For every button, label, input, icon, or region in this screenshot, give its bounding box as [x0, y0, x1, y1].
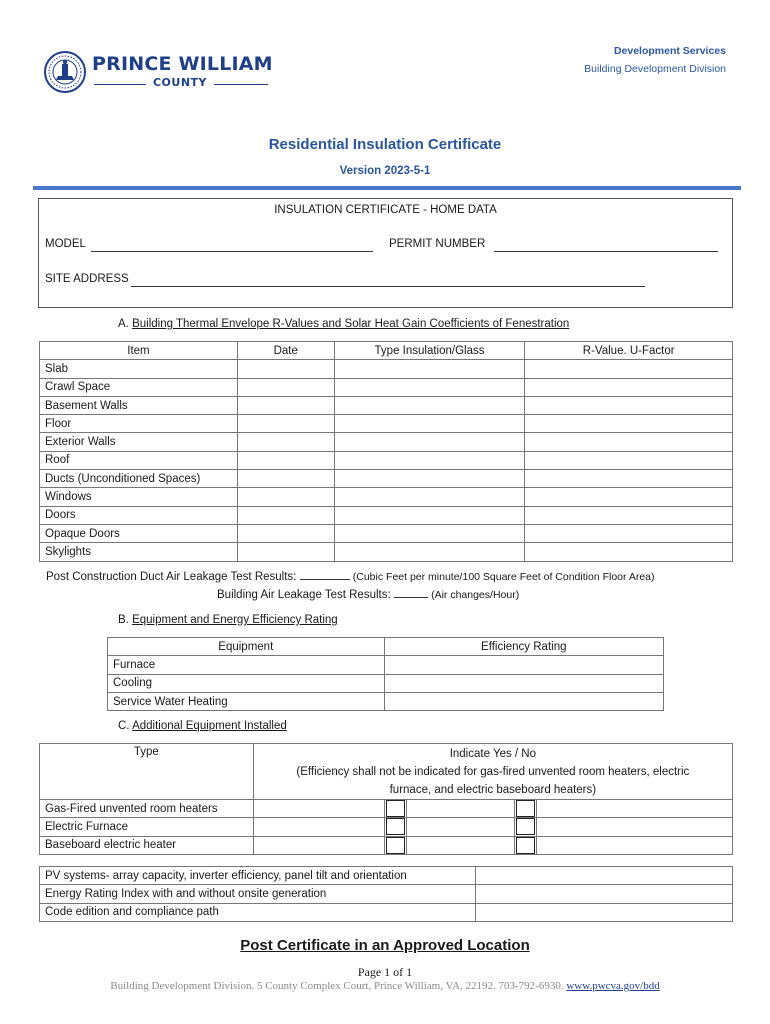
table-row — [40, 451, 733, 469]
date-cell[interactable] — [237, 524, 334, 542]
table-row — [40, 396, 733, 414]
yes-checkbox[interactable] — [386, 800, 405, 817]
spacer-cell — [537, 800, 733, 818]
table-row — [108, 674, 664, 692]
section-b-title — [118, 614, 338, 626]
type-cell[interactable] — [334, 543, 525, 561]
yes-cell — [385, 836, 407, 854]
table-row — [40, 818, 733, 836]
home-data-box — [38, 198, 733, 308]
type-cell[interactable] — [334, 396, 525, 414]
row-label-floor: Floor — [40, 415, 238, 433]
rvalue-cell[interactable] — [525, 415, 733, 433]
table-row — [40, 903, 733, 921]
column-header-type: Type Insulation/Glass — [334, 342, 525, 360]
equipment-efficiency-table — [107, 637, 664, 711]
building-leakage-label: Building Air Leakage Test Results: — [217, 589, 391, 601]
no-cell — [515, 818, 537, 836]
row-label-water-heating: Service Water Heating — [108, 692, 385, 710]
building-leakage-units: (Air changes/Hour) — [431, 589, 520, 601]
row-label-crawl-space: Crawl Space — [40, 378, 238, 396]
table-row — [40, 488, 733, 506]
logo-name: PRINCE WILLIAM — [92, 53, 273, 75]
table-row — [40, 524, 733, 542]
spacer-cell — [537, 836, 733, 854]
yes-checkbox[interactable] — [386, 837, 405, 854]
yes-no-heading: Indicate Yes / No — [449, 748, 536, 760]
footer-address: Building Development Division. 5 County Complex Court, Prince William, VA, 22192. 703-792-6930. — [110, 980, 564, 992]
type-cell[interactable] — [334, 415, 525, 433]
yes-checkbox[interactable] — [386, 818, 405, 835]
row-label-roof: Roof — [40, 451, 238, 469]
pv-systems-table — [39, 866, 733, 922]
spacer-cell — [407, 800, 515, 818]
site-address-field[interactable] — [131, 286, 645, 287]
type-cell[interactable] — [334, 451, 525, 469]
rvalue-cell[interactable] — [525, 378, 733, 396]
row-label-code-edition: Code edition and compliance path — [40, 903, 476, 921]
spacer-cell — [407, 836, 515, 854]
page-number: Page 1 of 1 — [357, 965, 413, 979]
date-cell[interactable] — [237, 360, 334, 378]
row-label-doors: Doors — [40, 506, 238, 524]
type-cell[interactable] — [334, 506, 525, 524]
row-label-cooling: Cooling — [108, 674, 385, 692]
date-cell[interactable] — [237, 415, 334, 433]
table-row — [40, 800, 733, 818]
footer — [0, 980, 770, 992]
date-cell[interactable] — [237, 451, 334, 469]
spacer-cell — [407, 818, 515, 836]
date-cell[interactable] — [237, 378, 334, 396]
date-cell[interactable] — [237, 433, 334, 451]
rvalue-cell[interactable] — [525, 360, 733, 378]
logo-divider-right — [214, 84, 268, 85]
table-row — [40, 470, 733, 488]
row-label-electric-furnace: Electric Furnace — [40, 818, 254, 836]
type-cell[interactable] — [334, 360, 525, 378]
table-row — [40, 506, 733, 524]
yes-cell — [385, 818, 407, 836]
yes-cell — [385, 800, 407, 818]
column-header-equipment: Equipment — [108, 638, 385, 656]
spacer-cell — [253, 800, 385, 818]
table-header-row — [40, 744, 733, 800]
county-seal-icon — [42, 44, 88, 100]
pv-value-cell[interactable] — [475, 885, 732, 903]
duct-leakage-line — [46, 571, 655, 583]
rvalue-cell[interactable] — [525, 433, 733, 451]
date-cell[interactable] — [237, 543, 334, 561]
no-cell — [515, 800, 537, 818]
footer-link[interactable]: www.pwcva.gov/bdd — [566, 980, 660, 992]
rvalue-cell[interactable] — [525, 506, 733, 524]
logo-sub: COUNTY — [152, 76, 208, 89]
type-cell[interactable] — [334, 524, 525, 542]
spacer-cell — [537, 818, 733, 836]
row-label-opaque-doors: Opaque Doors — [40, 524, 238, 542]
row-label-exterior-walls: Exterior Walls — [40, 433, 238, 451]
row-label-skylights: Skylights — [40, 543, 238, 561]
section-c-title — [118, 720, 287, 732]
document-title: Residential Insulation Certificate — [268, 136, 502, 153]
rvalue-cell[interactable] — [525, 488, 733, 506]
row-label-furnace: Furnace — [108, 656, 385, 674]
column-header-efficiency: Efficiency Rating — [384, 638, 663, 656]
row-label-ducts: Ducts (Unconditioned Spaces) — [40, 470, 238, 488]
row-label-pv-systems: PV systems- array capacity, inverter efficiency, panel tilt and orientation — [40, 867, 476, 885]
no-checkbox[interactable] — [516, 800, 535, 817]
rvalue-cell[interactable] — [525, 451, 733, 469]
table-header-row — [108, 638, 664, 656]
section-a-letter: A. — [118, 318, 129, 330]
row-label-gas-heaters: Gas-Fired unvented room heaters — [40, 800, 254, 818]
title-rule — [33, 186, 741, 190]
pv-value-cell[interactable] — [475, 867, 732, 885]
row-label-windows: Windows — [40, 488, 238, 506]
duct-leakage-units: (Cubic Feet per minute/100 Square Feet of Condition Floor Area) — [352, 571, 655, 583]
type-cell[interactable] — [334, 433, 525, 451]
rvalue-cell[interactable] — [525, 396, 733, 414]
row-label-slab: Slab — [40, 360, 238, 378]
post-certificate-title: Post Certificate in an Approved Location — [240, 937, 530, 954]
duct-leakage-field[interactable] — [300, 579, 350, 580]
model-field[interactable] — [91, 251, 373, 252]
table-row — [40, 885, 733, 903]
yes-no-note-2: furnace, and electric baseboard heaters) — [389, 784, 597, 796]
table-row — [40, 543, 733, 561]
column-header-item: Item — [40, 342, 238, 360]
efficiency-cell[interactable] — [384, 674, 663, 692]
no-cell — [515, 836, 537, 854]
table-row — [40, 415, 733, 433]
rvalue-cell[interactable] — [525, 543, 733, 561]
date-cell[interactable] — [237, 470, 334, 488]
section-a-title — [118, 318, 569, 330]
column-header-rvalue: R-Value. U-Factor — [525, 342, 733, 360]
column-header-yes-no — [253, 744, 732, 800]
building-leakage-line — [217, 589, 519, 601]
date-cell[interactable] — [237, 396, 334, 414]
building-leakage-field[interactable] — [394, 597, 428, 598]
efficiency-cell[interactable] — [384, 692, 663, 710]
table-row — [40, 378, 733, 396]
type-cell[interactable] — [334, 488, 525, 506]
column-header-date: Date — [237, 342, 334, 360]
table-row — [40, 867, 733, 885]
row-label-energy-rating: Energy Rating Index with and without onsite generation — [40, 885, 476, 903]
yes-no-note-1: (Efficiency shall not be indicated for gas-fired unvented room heaters, electric — [296, 766, 690, 778]
date-cell[interactable] — [237, 488, 334, 506]
division-name: Building Development Division — [584, 63, 726, 75]
section-a-heading: Building Thermal Envelope R-Values and Solar Heat Gain Coefficients of Fenestration — [132, 318, 570, 330]
date-cell[interactable] — [237, 506, 334, 524]
permit-number-field[interactable] — [494, 251, 718, 252]
spacer-cell — [253, 818, 385, 836]
table-header-row — [40, 342, 733, 360]
row-label-baseboard-heater: Baseboard electric heater — [40, 836, 254, 854]
column-header-type: Type — [40, 744, 254, 800]
additional-equipment-table — [39, 743, 733, 855]
site-address-label: SITE ADDRESS — [45, 273, 129, 285]
permit-number-label: PERMIT NUMBER — [389, 238, 486, 250]
table-row — [108, 692, 664, 710]
efficiency-cell[interactable] — [384, 656, 663, 674]
rvalue-cell[interactable] — [525, 524, 733, 542]
rvalue-cell[interactable] — [525, 470, 733, 488]
table-row — [108, 656, 664, 674]
department-block — [584, 42, 726, 78]
home-data-heading: INSULATION CERTIFICATE - HOME DATA — [274, 204, 497, 216]
no-checkbox[interactable] — [516, 837, 535, 854]
section-b-heading: Equipment and Energy Efficiency Rating — [132, 614, 338, 626]
pv-value-cell[interactable] — [475, 903, 732, 921]
type-cell[interactable] — [334, 470, 525, 488]
section-c-heading: Additional Equipment Installed — [132, 720, 287, 732]
thermal-envelope-table — [39, 341, 733, 562]
model-label: MODEL — [45, 238, 86, 250]
section-c-letter: C. — [118, 720, 130, 732]
duct-leakage-label: Post Construction Duct Air Leakage Test Results: — [46, 571, 297, 583]
document-version: Version 2023-5-1 — [339, 165, 431, 177]
table-row — [40, 360, 733, 378]
table-row — [40, 836, 733, 854]
spacer-cell — [253, 836, 385, 854]
no-checkbox[interactable] — [516, 818, 535, 835]
table-row — [40, 433, 733, 451]
department-name: Development Services — [613, 45, 726, 57]
row-label-basement-walls: Basement Walls — [40, 396, 238, 414]
type-cell[interactable] — [334, 378, 525, 396]
section-b-letter: B. — [118, 614, 129, 626]
county-logo — [42, 44, 282, 100]
